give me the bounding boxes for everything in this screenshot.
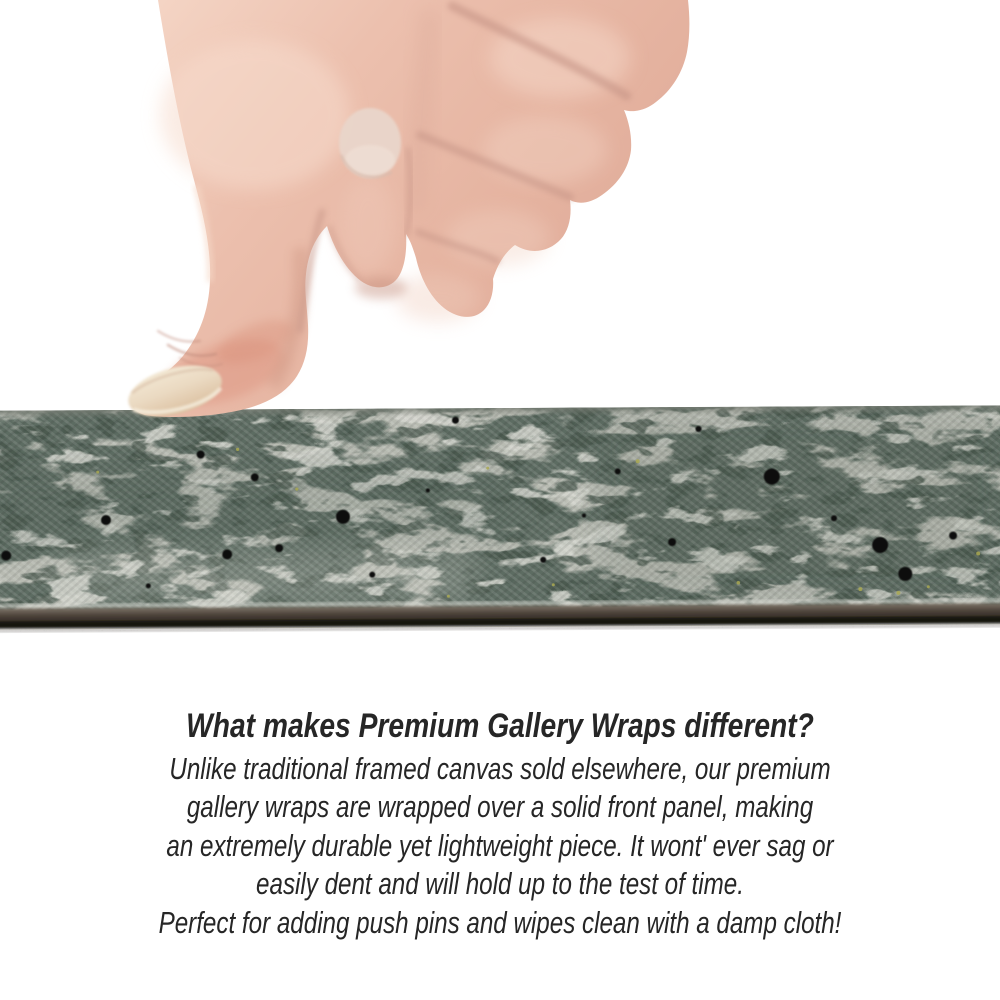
canvas-texture [0,405,1000,636]
canvas-edge-photo [0,405,1000,636]
section-heading: What makes Premium Gallery Wraps different? [186,707,814,745]
hand-photo [0,0,1000,432]
panel-side-edge [0,598,1000,632]
index-fingernail [339,108,401,178]
body-line: gallery wraps are wrapped over a solid front panel, making [186,789,814,824]
body-line: Unlike traditional framed canvas sold elsewhere, our premium [169,751,831,786]
canvas-grain [0,405,1000,611]
body-line: easily dent and will hold up to the test of time. [256,866,744,901]
body-line: an extremely durable yet lightweight piece. It wont' ever sag or [166,828,834,863]
body-line: Perfect for adding push pins and wipes clean with a damp cloth! [158,905,842,940]
